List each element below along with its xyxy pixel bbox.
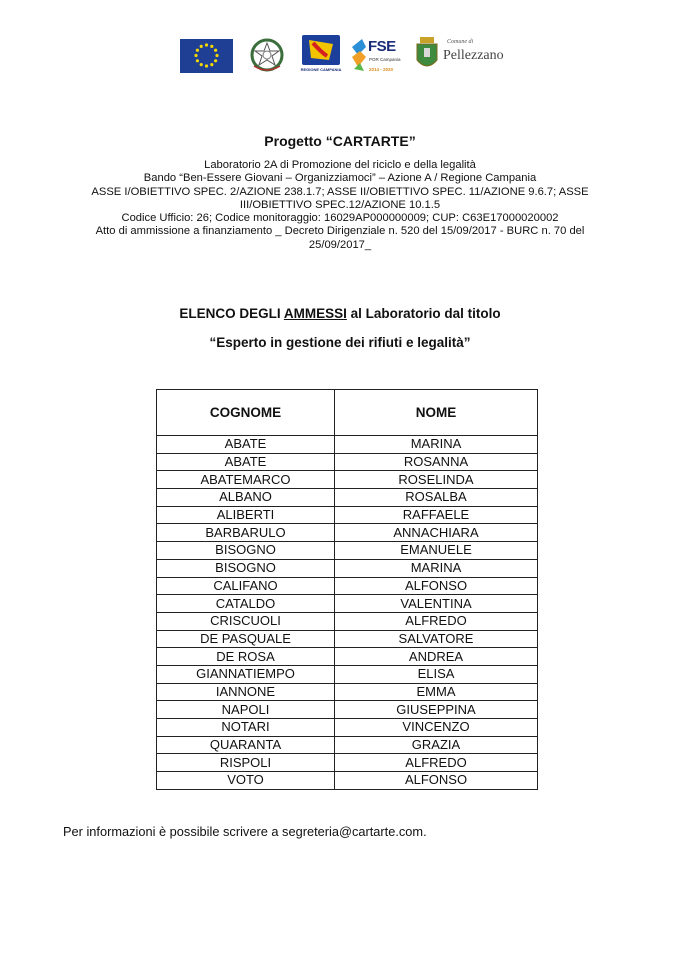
nome-cell: VALENTINA — [335, 595, 538, 613]
cognome-cell: ALBANO — [157, 489, 335, 507]
column-header-cognome: COGNOME — [157, 390, 335, 436]
table-row — [157, 506, 538, 524]
cognome-cell: CALIFANO — [157, 577, 335, 595]
cognome-cell: BISOGNO — [157, 542, 335, 560]
column-header-nome: NOME — [335, 390, 538, 436]
pellezzano-name: Pellezzano — [443, 48, 504, 63]
nome-cell: ALFONSO — [335, 772, 538, 790]
table-row — [157, 612, 538, 630]
cognome-cell: RISPOLI — [157, 754, 335, 772]
table-row — [157, 754, 538, 772]
cognome-cell: NOTARI — [157, 719, 335, 737]
cognome-cell: DE ROSA — [157, 648, 335, 666]
cognome-cell: IANNONE — [157, 683, 335, 701]
nome-cell: SALVATORE — [335, 630, 538, 648]
table-row — [157, 665, 538, 683]
fse-subtitle: POR Campania — [369, 57, 401, 62]
cognome-cell: CATALDO — [157, 595, 335, 613]
table-row — [157, 489, 538, 507]
nome-cell: RAFFAELE — [335, 506, 538, 524]
nome-cell: EMANUELE — [335, 542, 538, 560]
pellezzano-logo — [414, 36, 506, 76]
nome-cell: ANDREA — [335, 648, 538, 666]
table-row — [157, 736, 538, 754]
nome-cell: ANNACHIARA — [335, 524, 538, 542]
header-line: Atto di ammissione a finanziamento _ Decreto Dirigenziale n. 520 del 15/09/2017 - BURC n. 70 del — [95, 225, 585, 238]
list-heading-underlined: AMMESSI — [283, 306, 347, 321]
table-row — [157, 772, 538, 790]
regione-campania-logo — [299, 34, 343, 76]
lab-title: “Esperto in gestione dei rifiuti e legalità” — [209, 335, 471, 350]
fse-title: FSE — [368, 38, 396, 55]
nome-cell: VINCENZO — [335, 719, 538, 737]
italian-republic-emblem — [249, 36, 285, 74]
admitted-table — [156, 389, 538, 790]
header-line: Bando “Ben-Essere Giovani – Organizziamoci” – Azione A / Regione Campania — [143, 172, 537, 185]
nome-cell: GRAZIA — [335, 736, 538, 754]
cognome-cell: ALIBERTI — [157, 506, 335, 524]
table-row — [157, 648, 538, 666]
header-line: III/OBIETTIVO SPEC.12/AZIONE 10.1.5 — [239, 198, 441, 211]
cognome-cell: QUARANTA — [157, 736, 335, 754]
pellezzano-prefix: Comune di — [447, 39, 474, 45]
nome-cell: ALFONSO — [335, 577, 538, 595]
logo-bar — [0, 34, 678, 78]
nome-cell: ROSELINDA — [335, 471, 538, 489]
nome-cell: MARINA — [335, 436, 538, 454]
list-heading — [60, 306, 620, 321]
cognome-cell: DE PASQUALE — [157, 630, 335, 648]
campania-caption: REGIONE CAMPANIA — [300, 67, 342, 72]
fse-years: 2014 - 2020 — [369, 67, 394, 72]
table-row — [157, 701, 538, 719]
table-row — [157, 559, 538, 577]
cognome-cell: GIANNATIEMPO — [157, 665, 335, 683]
cognome-cell: ABATEMARCO — [157, 471, 335, 489]
table-row — [157, 683, 538, 701]
cognome-cell: BARBARULO — [157, 524, 335, 542]
table-row — [157, 471, 538, 489]
table-row — [157, 577, 538, 595]
header-line: Codice Ufficio: 26; Codice monitoraggio: 16029AP000000009; CUP: C63E17000020002 — [121, 212, 559, 225]
cognome-cell: NAPOLI — [157, 701, 335, 719]
table-row — [157, 630, 538, 648]
table-row — [157, 436, 538, 454]
eu-flag-logo — [180, 39, 233, 73]
nome-cell: EMMA — [335, 683, 538, 701]
nome-cell: ROSALBA — [335, 489, 538, 507]
cognome-cell: CRISCUOLI — [157, 612, 335, 630]
list-heading-before: ELENCO DEGLI — [179, 306, 284, 321]
project-title: Progetto “CARTARTE” — [264, 133, 416, 149]
header-line: ASSE I/OBIETTIVO SPEC. 2/AZIONE 238.1.7; ASSE II/OBIETTIVO SPEC. 11/AZIONE 9.6.7; ASSE — [91, 185, 589, 198]
cognome-cell: BISOGNO — [157, 559, 335, 577]
project-header — [60, 133, 620, 252]
table-header-row — [157, 390, 538, 436]
contact-note: Per informazioni è possibile scrivere a segreteria@cartarte.com. — [63, 824, 427, 839]
table-row — [157, 719, 538, 737]
header-line: 25/09/2017_ — [308, 238, 372, 251]
nome-cell: ALFREDO — [335, 754, 538, 772]
table-row — [157, 524, 538, 542]
nome-cell: ROSANNA — [335, 453, 538, 471]
nome-cell: MARINA — [335, 559, 538, 577]
cognome-cell: VOTO — [157, 772, 335, 790]
list-heading-after: al Laboratorio dal titolo — [346, 306, 501, 321]
cognome-cell: ABATE — [157, 436, 335, 454]
table-row — [157, 453, 538, 471]
table-row — [157, 542, 538, 560]
nome-cell: ALFREDO — [335, 612, 538, 630]
cognome-cell: ABATE — [157, 453, 335, 471]
fse-logo — [350, 37, 402, 75]
nome-cell: GIUSEPPINA — [335, 701, 538, 719]
table-row — [157, 595, 538, 613]
header-line: Laboratorio 2A di Promozione del riciclo e della legalità — [204, 159, 476, 171]
nome-cell: ELISA — [335, 665, 538, 683]
